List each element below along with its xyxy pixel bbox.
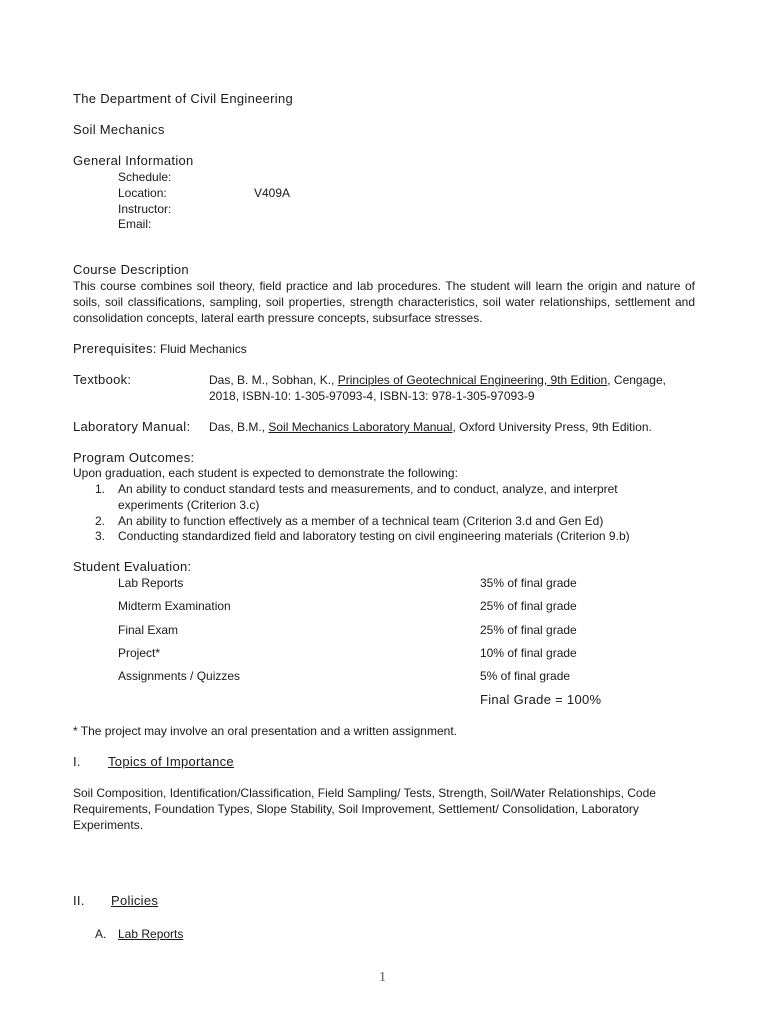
lab-manual-citation: [209, 419, 652, 435]
textbook-label: Textbook:: [73, 372, 132, 387]
textbook-publisher: , Cengage,: [607, 373, 666, 387]
program-outcomes-heading: Program Outcomes:: [73, 450, 195, 465]
lab-manual-title: Soil Mechanics Laboratory Manual: [268, 420, 453, 434]
lab-manual-publisher: , Oxford University Press, 9th Edition.: [452, 420, 652, 434]
instructor-label: Instructor:: [118, 202, 172, 216]
evaluation-weight: 25% of final grade: [480, 623, 577, 637]
prerequisites-line: [73, 341, 247, 357]
evaluation-weight: 10% of final grade: [480, 646, 577, 660]
course-title: Soil Mechanics: [73, 122, 165, 137]
evaluation-item: Lab Reports: [118, 576, 184, 590]
evaluation-weight: 35% of final grade: [480, 576, 577, 590]
general-info-heading: General Information: [73, 153, 194, 168]
outcome-3-text: Conducting standardized field and laboratory testing on civil engineering materials (Criterion 9.b): [118, 529, 630, 543]
prerequisites-value: Fluid Mechanics: [160, 342, 247, 356]
section-1-title: Topics of Importance: [108, 754, 234, 769]
section-1-number: I.: [73, 754, 81, 769]
outcome-1-number: 1.: [95, 482, 106, 496]
department-heading: The Department of Civil Engineering: [73, 91, 294, 106]
evaluation-item: Midterm Examination: [118, 599, 231, 613]
textbook-line2: 2018, ISBN-10: 1-305-97093-4, ISBN-13: 978-1-305-97093-9: [209, 389, 535, 403]
outcome-2-text: An ability to function effectively as a member of a technical team (Criterion 3.d and Gen Ed): [118, 514, 604, 528]
outcome-1-text: An ability to conduct standard tests and measurements, and to conduct, analyze, and interpret: [118, 482, 618, 496]
outcome-3-number: 3.: [95, 529, 106, 543]
section-2-title: Policies: [111, 893, 159, 908]
final-grade-total: Final Grade = 100%: [480, 692, 602, 707]
subsection-a-number: A.: [95, 927, 107, 941]
email-label: Email:: [118, 217, 152, 231]
textbook-authors: Das, B. M., Sobhan, K.,: [209, 373, 338, 387]
project-footnote: * The project may involve an oral presentation and a written assignment.: [73, 724, 457, 738]
page-number: 1: [379, 970, 386, 985]
evaluation-weight: 5% of final grade: [480, 669, 571, 683]
outcome-2-number: 2.: [95, 514, 106, 528]
subsection-a-title: Lab Reports: [118, 927, 184, 941]
textbook-line1: [209, 372, 666, 388]
outcome-1-text-cont: experiments (Criterion 3.c): [118, 498, 260, 512]
prerequisites-label: Prerequisites:: [73, 341, 157, 356]
schedule-label: Schedule:: [118, 170, 172, 184]
evaluation-item: Final Exam: [118, 623, 179, 637]
location-label: Location:: [118, 186, 167, 200]
topics-text: Soil Composition, Identification/Classification, Field Sampling/ Tests, Strength, Soil/Water Relationships, Code Requirements, Foundation Types, Slope Stability, Soil Improvement, Settlement/ Consolidation, Laboratory Experiments.: [73, 786, 656, 832]
evaluation-weight: 25% of final grade: [480, 599, 577, 613]
lab-manual-label: Laboratory Manual:: [73, 419, 191, 434]
evaluation-item: Assignments / Quizzes: [118, 669, 241, 683]
course-description-heading: Course Description: [73, 262, 189, 277]
student-evaluation-heading: Student Evaluation:: [73, 559, 192, 574]
section-2-number: II.: [73, 893, 85, 908]
course-description-text: This course combines soil theory, field practice and lab procedures. The student will learn the origin and nature of soils, soil classifications, sampling, soil properties, strength characteristics, soil water relationships, settlement and consolidation concepts, lateral earth pressure concepts, subsurface stresses.: [73, 279, 695, 325]
textbook-title: Principles of Geotechnical Engineering, 9th Edition: [337, 373, 608, 387]
lab-manual-authors: Das, B.M.,: [209, 420, 269, 434]
location-value: V409A: [254, 186, 291, 200]
program-outcomes-intro: Upon graduation, each student is expected to demonstrate the following:: [73, 466, 458, 480]
evaluation-item: Project*: [118, 646, 161, 660]
